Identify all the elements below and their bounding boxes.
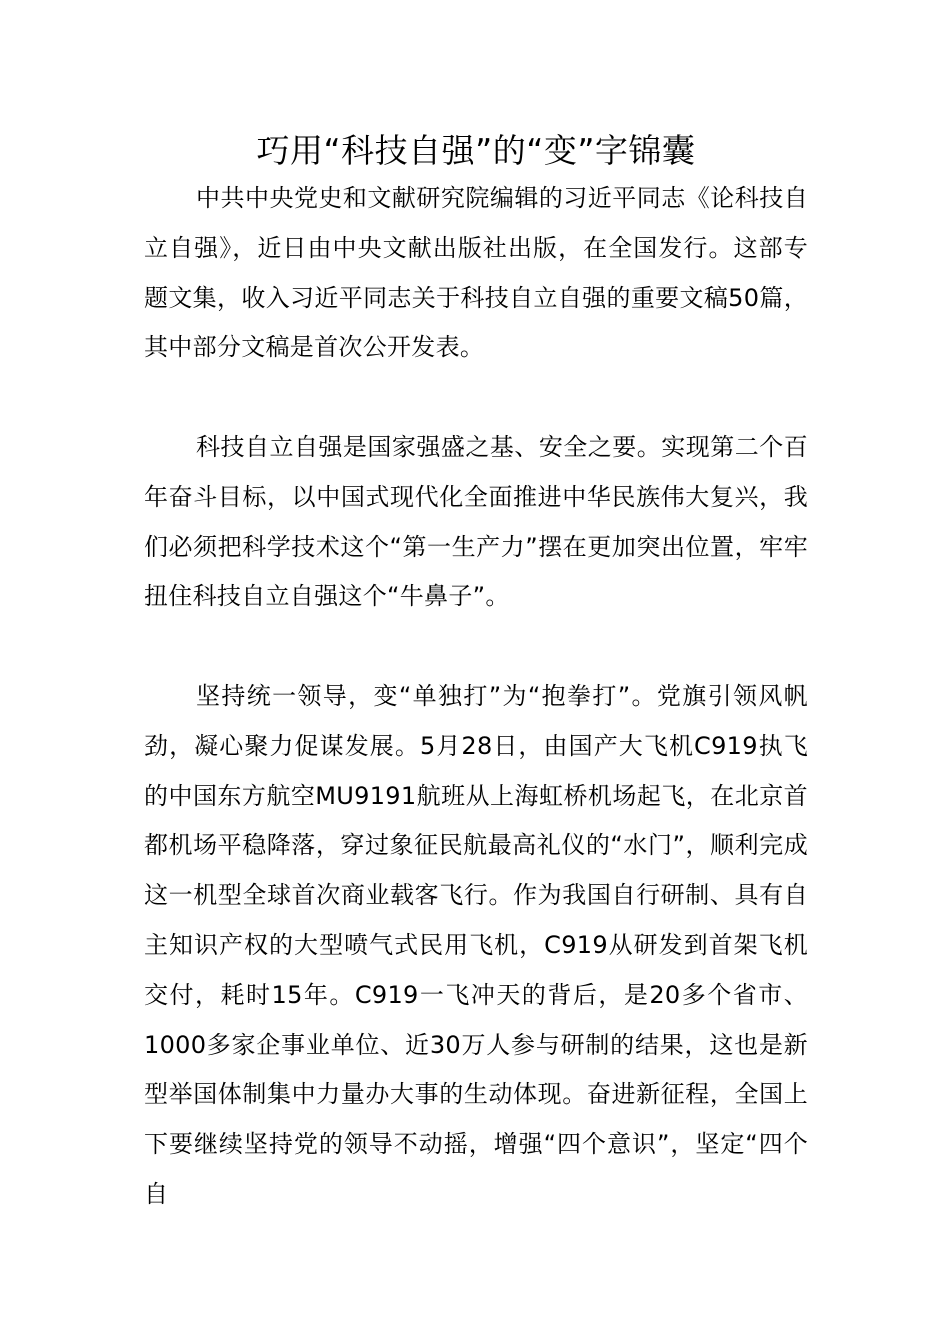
- paragraph-intro: 中共中央党史和文献研究院编辑的习近平同志《论科技自立自强》，近日由中央文献出版社出版，在全国发行。这部专题文集，收入习近平同志关于科技自立自强的重要文稿50篇，其中部分文稿是首次公开发表。: [144, 184, 808, 362]
- document-page: [144, 128, 808, 1220]
- paragraph-unified-leadership: 坚持统一领导，变“单独打”为“抱拳打”。党旗引领风帆劲，凝心聚力促谋发展。5月28日，由国产大飞机C919执飞的中国东方航空MU9191航班从上海虹桥机场起飞，在北京首都机场平稳降落，穿过象征民航最高礼仪的“水门”，顺利完成这一机型全球首次商业载客飞行。作为我国自行研制、具有自主知识产权的大型喷气式民用飞机，C919从研发到首架飞机交付，耗时15年。C919一飞冲天的背后，是20多个省市、1000多家企事业单位、近30万人参与研制的结果，这也是新型举国体制集中力量办大事的生动体现。奋进新征程，全国上下要继续坚持党的领导不动摇，增强“四个意识”，坚定“四个自: [144, 681, 808, 1208]
- paragraph-significance: 科技自立自强是国家强盛之基、安全之要。实现第二个百年奋斗目标，以中国式现代化全面推进中华民族伟大复兴，我们必须把科学技术这个“第一生产力”摆在更加突出位置，牢牢扭住科技自立自强这个“牛鼻子”。: [144, 432, 808, 611]
- document-title: 巧用“科技自强”的“变”字锦囊: [256, 131, 696, 170]
- paragraph-spacer: [144, 373, 808, 423]
- paragraph-spacer: [144, 622, 808, 672]
